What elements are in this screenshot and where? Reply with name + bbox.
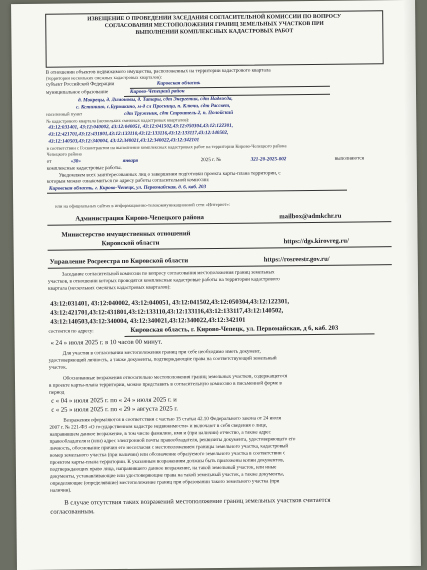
- law-text-3: направившем данное возражение, в том числе фамилию, имя и (при наличии) отчество, а также адрес: [49, 429, 271, 438]
- org-1-name: Администрация Кирово-Чепецкого района: [75, 214, 204, 223]
- quarters-2-line-3: 43:12:140503,43:12:340004, 43:12:340021,43:12:340022,43:12:342101: [50, 316, 246, 326]
- commission-address: Кировская область, г. Кирово-Чепецк, ул. Первомайская, д. 6, каб. 203: [48, 184, 207, 192]
- org-3-name: Управление Росреестра по Кировской области: [49, 257, 189, 266]
- contract-tail: выполняются: [334, 155, 364, 162]
- contract-year: 2025 г. №: [200, 156, 222, 164]
- intro-hint: (территории нескольких смежных кадастровых кварталов):: [45, 74, 162, 81]
- objection-period-2: с « 25 » июля 2025 г. по « 29 » августа 2025 г.: [51, 405, 178, 414]
- websites-hint: или на официальных сайтах в информационно-телекоммуникационной сети «Интернет»:: [55, 201, 231, 209]
- law-text-8: подтверждающих право лица, направившего данное возражение, на такой земельный участок, или иные: [49, 464, 277, 473]
- contract-day: «30»: [70, 158, 81, 165]
- final-text-1: В случае отсутствия таких возражений местоположение границ земельных участков считается: [64, 496, 331, 507]
- quarters-1-line-1: 43:12:031401, 43:12:040002, 43:12:040051, 43:12:041502,43:12:050304,43:12:122301,: [48, 122, 234, 131]
- quarters-1-line-3: 43:12:140503,43:12:340004, 43:12:340021,43:12:340022,43:12:342101: [48, 137, 200, 145]
- objections-text-2: в проекте карты-плана территории, можно представить в согласительную комиссию в письменной форме в: [49, 380, 282, 389]
- law-text-10: определяющие (определявшие) местоположение границ при образовании такого земельного участка (при: [50, 478, 280, 487]
- meeting-text-2: участков, в отношении которых проводятся комплексные кадастровые работы на территории кадастрового: [47, 276, 280, 285]
- contract-from: от: [46, 158, 52, 165]
- law-text-9: документы, устанавливающие или удостоверяющие права на такой земельный участок, а также документы,: [49, 471, 285, 480]
- project-text-1: Уведомляем всех заинтересованных лиц о завершении подготовки проекта карты-плана территории, с: [58, 170, 281, 179]
- contract-month: января: [122, 157, 139, 164]
- law-text-5: личность, обоснование причин его несогласия с местоположением границы земельного участка, кадастровый: [49, 443, 289, 452]
- org-2-underline: [48, 246, 392, 251]
- org-3-site: https://rosreestr.gov.ru/: [263, 255, 330, 264]
- org-2-name: Министерство имущественных отношений: [61, 230, 191, 239]
- law-text-6: номер земельного участка (при наличии) или обозначение образуемого земельного участка в соответствии с: [49, 450, 286, 459]
- contract-label: в соответствии с Госконтрактом на выполнение комплексных кадастровых работ на территории Кирово-Чепецкого района: [46, 143, 287, 151]
- meeting-place-address: Кировская область, г. Кирово-Чепецк, ул. Первомайская, д 6, каб. 203: [130, 324, 339, 334]
- notice-sheet: ИЗВЕЩЕНИЕ О ПРОВЕДЕНИИ ЗАСЕДАНИЯ СОГЛАСИТЕЛЬНОЙ КОМИССИИ ПО ВОПРОСУ СОГЛАСОВАНИЯ МЕСТОПОЛОЖЕНИЯ ГРАНИЦ ЗЕМЕЛЬНЫХ УЧАСТКОВ ПРИ ВЫПОЛНЕНИИ КОМПЛЕКСНЫХ КАДАСТРОВЫХ РАБОТ В отношении объектов недвижимого имущества, расположенных на территории кадастрового квартала (территории нескольких смежных кадастровых кварталов): субъект Российской Федерации Кировская область муниципальное образование Кирово-Чепецкий район д. Мокрецы, д. Лимоновы, д. Татары, сдт Энергетик, сдт Надежда, с. Кстинино, с.Бурмакино, м-д сл Просница, п. Ключи, сдт Рассвет, населенный пункт сдт Труженик, сдт Строитель-2, п. Полойский № кадастрового квартала (нескольких смежных кадастровых кварталов): 43:12:031401, 43:12:040002, 43:12:040051, 43:12:041502,43:12:050304,43:12:122301, 43:12:421701,43:12:431801,43:12:133110,43:12:133116,43:12:133117,43:12:140502, 43:12:140503,43:12:340004, 43:12:340021,43:12:340022,43:12:342101 в соответствии с Госконтрактом на выполнение комплексных кадастровых работ на территории Кирово-Чепецкого района Чепецкого района от «30» января 2025 г. № 321-20-2025-002 выполняются комплексные кадастровые работы. Уведомляем всех заинтересованных лиц о завершении подготовки проекта карты-плана территории, с которым можно ознакомиться по адресу работы согласительной комиссии: Кировская область, г. Кирово-Чепецк, ул. Первомайская, д. 6, каб. 203 или на официальных сайтах в информационно-телекоммуникационной сети «Интернет»: Администрация Кирово-Чепецкого района mailbox@admkchr.ru Министерство имущественных отношений Кировской области https://dgs.kirovreg.ru/ Управление Росреестра по Кировской области https://rosreestr.gov.ru/ Заседание согласительной комиссии по вопросу согласования местоположения границ земельных участков, в отношении которых проводятся комплексные кадастровые работы на территории кадастрового квартала (нескольких смежных кадастровых кварталов): 43:12:031401, 43:12:040002, 43:12:040051, 43:12:041502,43:12:050304,43:12:122301, 43:12:421701,43:12:431801,43:12:133110,43:12:133116,43:12:133117,43:12:140502, 43:12:140503,43:12:340004, 43:12:340021,43:12:340022,43:12:342101 состоится по адресу: Кировская область, г. Кирово-Чепецк, ул. Первомайская, д 6, каб. 203 « 24 » июля 2025 г. в 10 часов 00 минут. Для участия в согласовании местоположения границ при себе необходимо иметь документ, удостоверяющий личность, а также документы, подтверждающие права на соответствующий земельный участок. Обоснованные возражения относительно местоположения границ земельных участков, содержащегося в проекте карты-плана территории, можно представить в согласительную комиссию в письменной форме в период с « 04 » июля 2025 г. по « 24 » июля 2025 г. и с « 25 » июля 2025 г. по « 29 » августа 2025 г. Возражения оформляются в соответствии с частью 15 статьи 42.10 Федерального закона от 24 июля 2007 г. № 221-ФЗ «О государственном кадастре недвижимости» и включают в себя сведения о лице, направившем данное возражение, в том числе фамилию, имя и (при наличии) отчество, а также адрес правообладателя и (или) адрес электронной почты правообладателя, реквизиты документа, удостоверяющего его личность, обоснование причин его несогласия с местоположением границы земельного участка, кадастровый номер земельного участка (при наличии) или обозначение образуемого земельного участка в соответствии с проектом карты-плана территории. К указанным возражениям должны быть приложены копии документов, подтверждающих право лица, направившего данное возражение, на такой земельный участок, или иные документы, устанавливающие или удостоверяющие права на такой земельный участок, а также документы, определяющие (определявшие) местоположение границ при образовании такого земельного участка (при наличии). В случае отсутствия таких возражений местоположение границ земельных участков считается согласованным.: [11, 0, 421, 570]
- law-text-1: Возражения оформляются в соответствии с частью 15 статьи 42.10 Федерального закона от 24 июля: [63, 415, 281, 424]
- quarter-label: № кадастрового квартала (нескольких смежных кадастровых кварталов):: [46, 117, 190, 124]
- final-text-2: согласованным.: [50, 508, 95, 516]
- notice-title-line-3: ВЫПОЛНЕНИИ КОМПЛЕКСНЫХ КАДАСТРОВЫХ РАБОТ: [135, 28, 294, 36]
- municipality-value: Кирово-Чепецкий район: [129, 88, 185, 95]
- subject-value: Кировская область: [156, 80, 201, 87]
- meeting-place-label: состоится по адресу:: [48, 328, 94, 335]
- municipality-label: муниципальное образование: [45, 89, 109, 96]
- objections-text-1: Обоснованные возражения относительно местоположения границ земельных участков, содержащегося: [62, 373, 288, 382]
- meeting-text-3: квартала (нескольких смежных кадастровых кварталов):: [47, 284, 171, 292]
- contract-end: комплексные кадастровые работы.: [46, 164, 122, 172]
- rules-text-2: удостоверяющий личность, а также документы, подтверждающие права на соответствующий земельный: [48, 355, 277, 364]
- subject-label: субъект Российской Федерации: [45, 81, 115, 88]
- intro-text: В отношении объектов недвижимого имущества, расположенных на территории кадастрового квартала: [45, 67, 271, 76]
- notice-title-box: [45, 10, 384, 68]
- quarters-1-line-2: 43:12:421701,43:12:431801,43:12:133110,43:12:133116,43:12:133117,43:12:140502,: [48, 129, 229, 138]
- contract-number: 321-20-2025-002: [250, 156, 287, 163]
- quarters-2-line-1: 43:12:031401, 43:12:040002, 43:12:040051, 43:12:041502,43:12:050304,43:12:122301,: [50, 298, 290, 308]
- org-1-site: mailbox@admkchr.ru: [279, 212, 342, 221]
- law-text-2: 2007 г. № 221-ФЗ «О государственном кадастре недвижимости» и включают в себя сведения о лице,: [49, 422, 268, 431]
- notice-title-line-1: ИЗВЕЩЕНИЕ О ПРОВЕДЕНИИ ЗАСЕДАНИЯ СОГЛАСИТЕЛЬНОЙ КОМИССИИ ПО ВОПРОСУ: [87, 13, 342, 23]
- project-text-2: которым можно ознакомиться по адресу работы согласительной комиссии:: [46, 177, 210, 185]
- law-text-4: правообладателя и (или) адрес электронной почты правообладателя, реквизиты документа, удостоверяющего его: [49, 436, 296, 445]
- rules-text-1: Для участия в согласовании местоположения границ при себе необходимо иметь документ,: [62, 348, 261, 357]
- rules-text-3: участок.: [48, 364, 67, 371]
- settlements-line-2: с. Кстинино, с.Бурмакино, м-д сл Просница, п. Ключи, сдт Рассвет,: [76, 102, 231, 111]
- objections-text-3: период: [49, 389, 65, 396]
- settlements-line-1: д. Мокрецы, д. Лимоновы, д. Татары, сдт Энергетик, сдт Надежда,: [78, 95, 233, 104]
- law-text-11: наличии).: [50, 487, 72, 494]
- meeting-text-1: Заседание согласительной комиссии по вопросу согласования местоположения границ земельных: [61, 269, 275, 278]
- meeting-date-time: « 24 » июля 2025 г. в 10 часов 00 минут.: [50, 338, 163, 347]
- settlement-label: населенный пункт: [46, 111, 83, 117]
- settlements-line-3: сдт Труженик, сдт Строитель-2, п. Полойский: [124, 109, 234, 117]
- org-2-site: https://dgs.kirovreg.ru/: [283, 237, 349, 246]
- objection-period-1: с « 04 » июля 2025 г. по « 24 » июля 2025 г. и: [51, 396, 177, 405]
- notice-title-line-2: СОГЛАСОВАНИЯ МЕСТОПОЛОЖЕНИЯ ГРАНИЦ ЗЕМЕЛЬНЫХ УЧАСТКОВ ПРИ: [104, 20, 324, 30]
- org-2-name-line-2: Кировской области: [101, 239, 160, 248]
- quarters-2-line-2: 43:12:421701,43:12:431801,43:12:133110,43:12:133116,43:12:133117,43:12:140502,: [50, 307, 284, 317]
- law-text-7: проектом карты-плана территории. К указанным возражениям должны быть приложены копии документов,: [49, 457, 284, 466]
